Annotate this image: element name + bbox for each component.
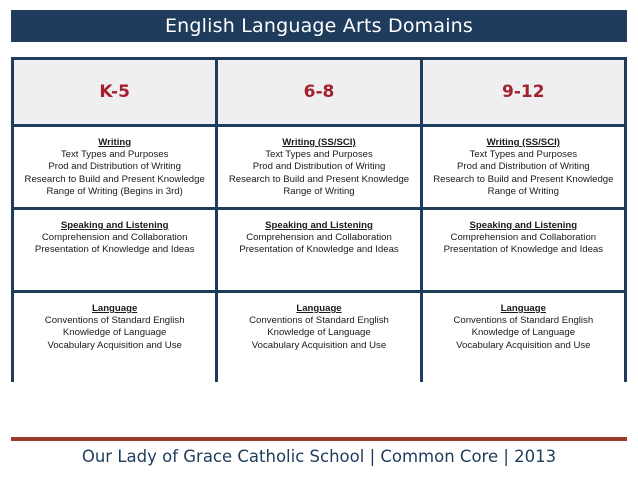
cell-heading: Language	[296, 303, 342, 314]
column-header-6-8: 6-8	[218, 60, 419, 124]
cell-line: Prod and Distribution of Writing	[48, 161, 181, 173]
language-cell-k-5	[14, 293, 215, 386]
footer-text: Our Lady of Grace Catholic School | Common Core | 2013	[81, 447, 557, 466]
cell-line: Knowledge of Language	[471, 327, 576, 339]
writing-cell-9-12	[423, 127, 624, 207]
cell-heading: Writing (SS/SCI)	[282, 137, 356, 148]
cell-line: Vocabulary Acquisition and Use	[251, 339, 387, 351]
slide-title: English Language Arts Domains	[11, 10, 627, 42]
cell-line: Presentation of Knowledge and Ideas	[443, 244, 604, 256]
cell-line: Knowledge of Language	[62, 327, 167, 339]
cell-line: Presentation of Knowledge and Ideas	[239, 244, 399, 256]
language-cell-6-8	[218, 293, 419, 386]
cell-heading: Speaking and Listening	[265, 220, 373, 231]
cell-line: Text Types and Purposes	[265, 149, 373, 161]
writing-cell-6-8	[218, 127, 419, 207]
cell-heading: Language	[92, 303, 138, 314]
cell-line: Presentation of Knowledge and Ideas	[34, 244, 195, 256]
cell-line: Text Types and Purposes	[60, 149, 169, 161]
cell-line: Comprehension and Collaboration	[41, 232, 188, 244]
speaking-listening-cell-k-5	[14, 210, 215, 290]
cell-line: Range of Writing	[283, 185, 355, 197]
column-header-9-12: 9-12	[423, 60, 624, 124]
cell-line: Research to Build and Present Knowledge	[24, 173, 205, 185]
cell-line: Text Types and Purposes	[469, 149, 578, 161]
cell-line: Prod and Distribution of Writing	[457, 161, 590, 173]
cell-line: Research to Build and Present Knowledge	[228, 173, 410, 185]
cell-heading: Language	[500, 303, 546, 314]
cell-line: Conventions of Standard English	[249, 315, 389, 327]
domains-table	[11, 57, 627, 382]
cell-line: Vocabulary Acquisition and Use	[47, 339, 182, 351]
column-header-k-5: K-5	[14, 60, 215, 124]
cell-heading: Speaking and Listening	[60, 220, 169, 231]
cell-heading: Writing	[98, 137, 132, 148]
cell-line: Research to Build and Present Knowledge	[433, 173, 614, 185]
cell-line: Comprehension and Collaboration	[450, 232, 597, 244]
writing-cell-k-5	[14, 127, 215, 207]
speaking-listening-cell-6-8	[218, 210, 419, 290]
cell-heading: Speaking and Listening	[469, 220, 578, 231]
cell-line: Range of Writing	[487, 185, 559, 197]
cell-line: Range of Writing (Begins in 3rd)	[46, 185, 183, 197]
cell-line: Prod and Distribution of Writing	[252, 161, 386, 173]
cell-line: Conventions of Standard English	[44, 315, 185, 327]
cell-heading: Writing (SS/SCI)	[486, 137, 560, 148]
cell-line: Vocabulary Acquisition and Use	[456, 339, 591, 351]
cell-line: Conventions of Standard English	[453, 315, 594, 327]
cell-line: Comprehension and Collaboration	[246, 232, 392, 244]
speaking-listening-cell-9-12	[423, 210, 624, 290]
footer-divider	[11, 437, 627, 441]
language-cell-9-12	[423, 293, 624, 386]
cell-line: Knowledge of Language	[267, 327, 371, 339]
